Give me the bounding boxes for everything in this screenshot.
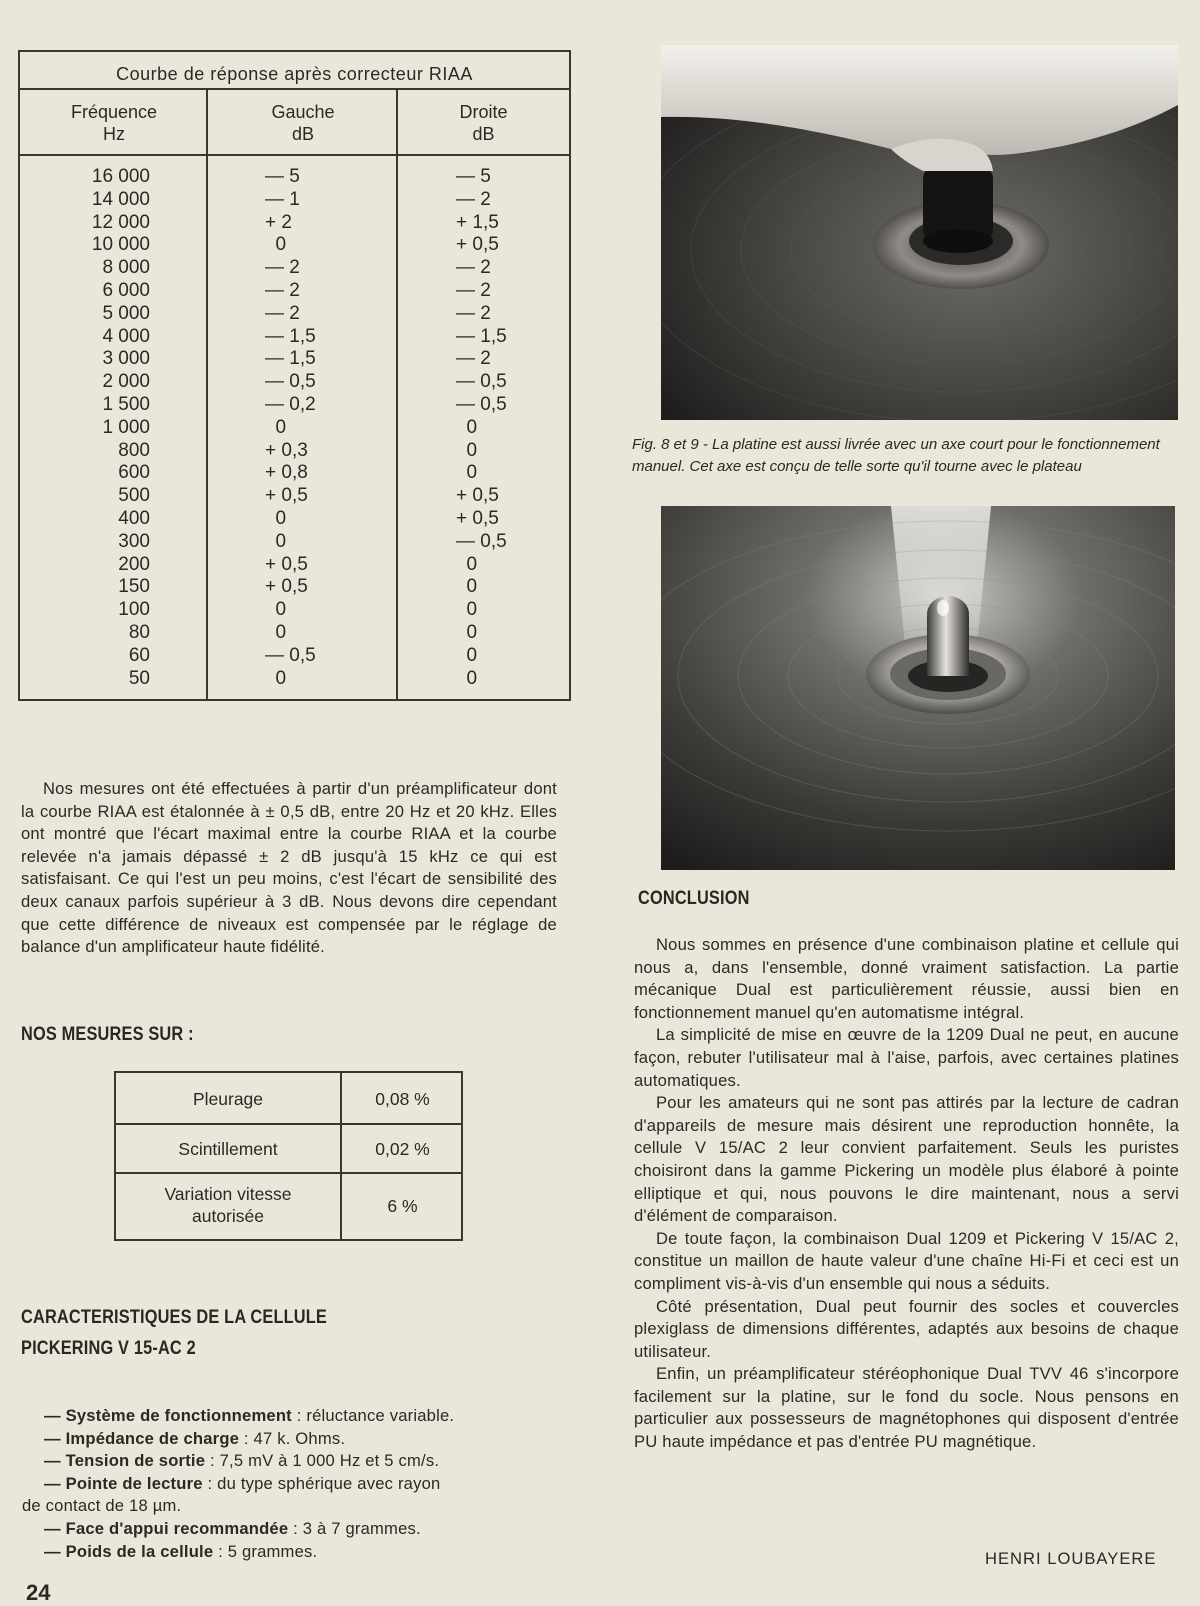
measure-value: 6 % [387,1196,418,1216]
frequency-cell: 4 000 [102,325,150,347]
table-row [116,1125,461,1174]
right-channel-cell: — 0,5 [456,394,507,415]
table-row [20,326,569,349]
right-channel-cell: 0 [456,462,478,484]
frequency-cell: 2 000 [102,371,150,393]
right-channel-cell: — 2 [456,348,491,370]
left-channel-cell: 0 [265,622,287,643]
header-right-label: Droite [459,102,508,122]
table-row [20,394,569,417]
table-row [20,440,569,463]
author-signature: HENRI LOUBAYERE [985,1549,1157,1568]
header-frequency-label: Fréquence [70,102,158,122]
left-channel-cell: — 2 [265,302,300,324]
photo-caption-line: manuel. Cet axe est conçu de telle sorte qu'il tourne avec le plateau [632,458,1082,475]
table-row [20,668,569,691]
spec-item [22,1450,562,1473]
spec-value: : 5 grammes. [213,1541,318,1561]
right-channel-cell: — 2 [456,280,491,301]
conclusion-paragraph: De toute façon, la combinaison Dual 1209 et Pickering V 15/AC 2, constitue un maillon de haute valeur d'une chaîne Hi-Fi et ceci est un compliment vis-à-vis d'un ensemble qui nous a séduits. [634,1228,1179,1293]
photo-short-spindle-hand [661,45,1178,420]
conclusion-paragraph: Enfin, un préamplificateur stéréophonique Dual TVV 46 s'incorpore facilement sur la platine, sur le fond du socle. Nous pensons en particulier aux possesseurs de magnétophones qui disposent d'entrée PU haute impédance et pas d'entrée PU magnétique. [634,1364,1179,1452]
spec-item [22,1405,562,1428]
spec-value: : 3 à 7 grammes. [288,1518,421,1538]
right-channel-cell: 0 [456,576,478,598]
header-right [398,90,569,154]
right-channel-cell: — 2 [456,188,491,210]
spec-item [22,1541,562,1564]
right-channel-cell: — 2 [456,257,491,279]
left-channel-cell: — 0,5 [265,644,316,666]
table-row [20,212,569,235]
frequency-cell: 3 000 [102,348,150,370]
right-channel-cell: 0 [456,667,478,689]
left-channel-cell: 0 [265,508,287,529]
spec-key: — Pointe de lecture [44,1473,203,1493]
spindle-illustration [661,506,1175,870]
spec-key: — Tension de sortie [44,1451,206,1471]
header-frequency-unit: Hz [103,124,125,144]
left-channel-cell: — 1,5 [265,348,316,370]
frequency-cell: 50 [128,667,150,689]
table-row [20,280,569,303]
measures-heading: NOS MESURES SUR : [21,1024,194,1045]
measure-value: 0,08 % [375,1089,430,1109]
frequency-cell: 150 [118,576,150,598]
left-channel-cell: — 0,5 [265,371,316,393]
table-row [20,531,569,554]
right-channel-cell: + 1,5 [456,211,499,233]
frequency-cell: 80 [128,622,150,643]
riaa-response-table [18,50,571,701]
spec-item [22,1518,562,1541]
riaa-table-header [20,90,569,156]
conclusion-text [634,934,1179,1454]
measure-label-line: Variation vitesse [164,1184,292,1204]
measure-label-line: autorisée [192,1206,264,1226]
conclusion-paragraph: La simplicité de mise en œuvre de la 1209 Dual ne peut, en aucune façon, rebuter l'utilisateur mal à l'aise, parfois, avec certaines platines automatiques. [634,1025,1179,1090]
frequency-cell: 100 [118,599,150,621]
right-channel-cell: 0 [456,439,478,461]
frequency-cell: 600 [118,462,150,484]
table-row [20,303,569,326]
table-row [20,622,569,645]
measure-label [116,1183,340,1227]
table-row [20,257,569,280]
frequency-cell: 200 [118,553,150,575]
left-channel-cell: — 0,2 [265,394,316,415]
right-channel-cell: 0 [456,622,478,643]
header-frequency [20,90,208,154]
frequency-cell: 400 [118,508,150,529]
right-channel-cell: 0 [456,416,478,438]
left-channel-cell: + 0,3 [265,439,308,461]
measure-value: 0,02 % [375,1139,430,1159]
spec-key: — Poids de la cellule [44,1541,214,1561]
spec-key: — Impédance de charge [44,1428,240,1448]
left-channel-cell: 0 [265,416,287,438]
left-channel-cell: 0 [265,530,287,552]
frequency-cell: 16 000 [91,166,150,187]
header-left-label: Gauche [271,102,335,122]
cell-specs-list [22,1405,562,1563]
table-row [20,371,569,394]
left-channel-cell: — 2 [265,257,300,279]
frequency-cell: 6 000 [102,280,150,301]
riaa-table-title: Courbe de réponse après correcteur RIAA [20,52,569,90]
photo-short-spindle [661,506,1175,870]
left-channel-cell: — 2 [265,280,300,301]
cell-specs-heading-line2: PICKERING V 15-AC 2 [21,1338,196,1359]
header-right-unit: dB [472,124,495,144]
right-channel-cell: — 0,5 [456,371,507,393]
left-channel-cell: + 2 [265,211,292,233]
left-channel-cell: + 0,5 [265,485,308,507]
table-row [20,576,569,599]
table-row [116,1073,461,1125]
page-number: 24 [26,1580,51,1605]
left-channel-cell: + 0,5 [265,576,308,598]
left-channel-cell: 0 [265,599,287,621]
table-row [20,234,569,257]
frequency-cell: 14 000 [91,188,150,210]
table-row [20,189,569,212]
frequency-cell: 1 000 [102,416,150,438]
right-channel-cell: 0 [456,599,478,621]
right-channel-cell: — 1,5 [456,325,507,347]
table-row [116,1174,461,1239]
header-left [208,90,398,154]
conclusion-paragraph: Pour les amateurs qui ne sont pas attirés par la lecture de cadran d'appareils de mesure mais désirent une reproduction honnête, la cellule V 15/AC 2 leur convient parfaitement. Seuls les puristes choisiront dans la gamme Pickering un modèle plus élaboré à pointe elliptique et qui, nous pouvons le dire maintenant, nous a servi d'élément de comparaison. [634,1093,1179,1226]
spec-value: : 7,5 mV à 1 000 Hz et 5 cm/s. [205,1451,440,1471]
frequency-cell: 5 000 [102,302,150,324]
left-channel-cell: + 0,5 [265,553,308,575]
left-channel-cell: 0 [265,234,287,256]
left-channel-cell: + 0,8 [265,462,308,484]
spec-key: — Système de fonctionnement [44,1406,292,1425]
right-channel-cell: + 0,5 [456,508,499,529]
table-row [20,485,569,508]
table-row [20,554,569,577]
table-row [20,348,569,371]
photo-caption-line: Fig. 8 et 9 - La platine est aussi livrée avec un axe court pour le fonctionnement [632,436,1160,453]
frequency-cell: 500 [118,485,150,507]
right-channel-cell: 0 [456,644,478,666]
table-row [20,645,569,668]
frequency-cell: 10 000 [91,234,150,256]
frequency-cell: 60 [128,644,150,666]
left-channel-cell: — 1 [265,188,300,210]
spec-value: : 47 k. Ohms. [239,1428,346,1448]
frequency-cell: 300 [118,530,150,552]
conclusion-paragraph: Côté présentation, Dual peut fournir des socles et couvercles plexiglass de dimensions différentes, adaptés aux besoins de chaque utilisateur. [634,1296,1179,1361]
frequency-cell: 1 500 [102,394,150,415]
table-row [20,166,569,189]
photo-caption [632,434,1180,478]
right-channel-cell: — 5 [456,166,491,187]
measurement-paragraph: Nos mesures ont été effectuées à partir d'un préamplificateur dont la courbe RIAA est étalonnée à ± 0,5 dB, entre 20 Hz et 20 kHz. Elles ont montré que l'écart maximal entre la courbe RIAA et la courbe relevée n'a jamais dépassé ± 2 dB jusqu'à 15 kHz ce qui est satisfaisant. Ce qui l'est un peu moins, c'est l'écart de sensibilité des deux canaux parfois supérieur à 3 dB. Nous devons dire cependant que cette différence de niveaux est compensée par le réglage de balance d'un amplificateur haute fidélité. [21,779,557,957]
frequency-cell: 12 000 [91,211,150,233]
spec-item-continuation: de contact de 18 µm. [22,1496,182,1516]
measure-label: Scintillement [178,1139,278,1159]
measure-label: Pleurage [192,1089,264,1109]
frequency-cell: 800 [118,439,150,461]
right-channel-cell: 0 [456,553,478,575]
cell-specs-heading-line1: CARACTERISTIQUES DE LA CELLULE [21,1307,327,1328]
measures-table [114,1071,463,1241]
right-channel-cell: — 2 [456,302,491,324]
right-channel-cell: — 0,5 [456,530,507,552]
table-row [20,508,569,531]
left-channel-cell: — 5 [265,166,300,187]
spec-item [22,1473,562,1496]
spindle-hand-illustration [661,45,1178,420]
spec-value: : du type sphérique avec rayon [202,1473,441,1493]
header-left-unit: dB [291,124,315,144]
spec-value: : réluctance variable. [291,1406,455,1425]
left-channel-cell: 0 [265,667,287,689]
frequency-cell: 8 000 [102,257,150,279]
right-channel-cell: + 0,5 [456,234,499,256]
conclusion-paragraph: Nous sommes en présence d'une combinaison platine et cellule qui nous a, dans l'ensemble, donné vraiment satisfaction. La partie mécanique Dual est particulièrement réussie, aussi bien en fonctionnement manuel qu'en automatisme intégral. [634,935,1179,1022]
conclusion-heading: CONCLUSION [638,888,750,909]
spec-item [22,1428,562,1451]
spec-key: — Face d'appui recommandée [44,1518,289,1538]
left-channel-cell: — 1,5 [265,325,316,347]
table-row [20,599,569,622]
right-channel-cell: + 0,5 [456,485,499,507]
table-row [20,462,569,485]
table-row [20,417,569,440]
